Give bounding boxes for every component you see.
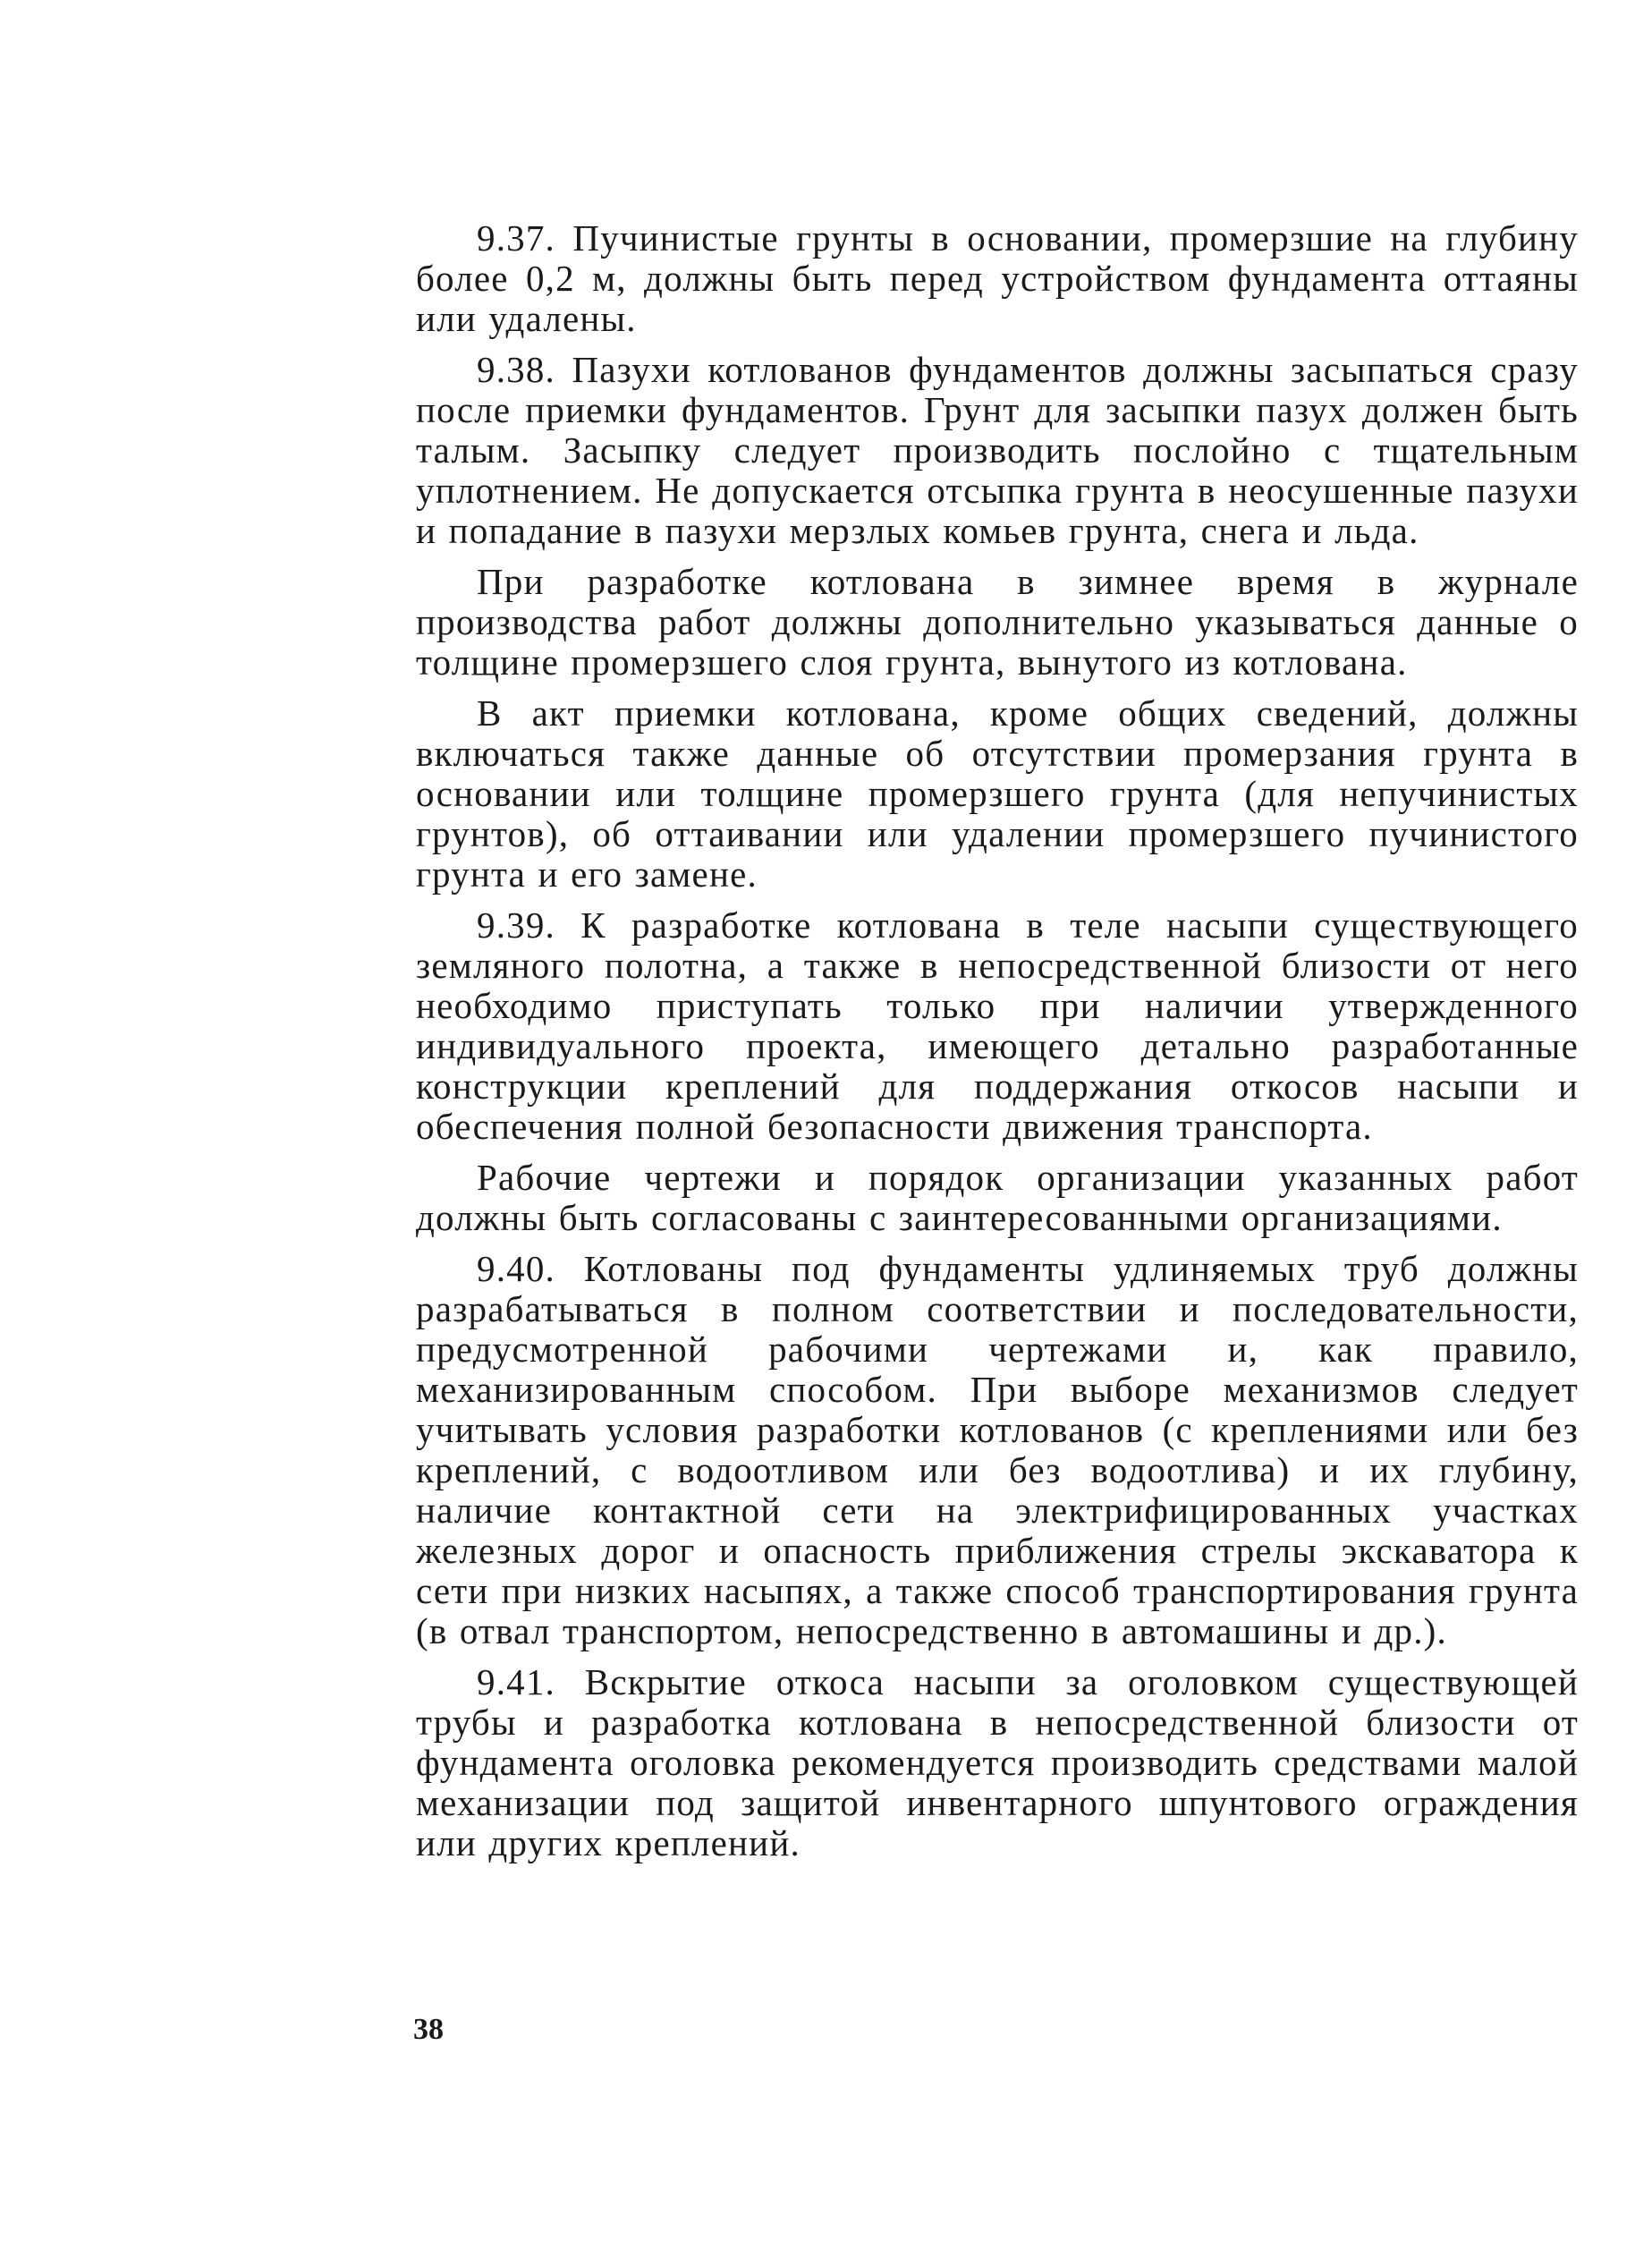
paragraph-9-40: 9.40. Котлованы под фундаменты удлиняемых труб должны разрабатываться в полном соответствии и последовательности, предусмотренной рабочими чертежами и, как правило, механизированным способом. При выборе механизмов следует учитывать условия разработки котлованов (с креплениями или без креплений, с водоотливом или без водоотлива) и их глубину, наличие контактной сети на электрифицированных участках железных дорог и опасность приближения стрелы экскаватора к сети при низких насыпях, а также способ транспортирования грунта (в отвал транспортом, непосредственно в автомашины и др.). [416,1248,1579,1651]
paragraph-9-41: 9.41. Вскрытие откоса насыпи за оголовком существующей трубы и разработка котлована в непосредственной близости от фундамента оголовка рекомендуется производить средствами малой механизации под защитой инвентарного шпунтового ограждения или других креплений. [416,1661,1579,1863]
paragraph-9-39: 9.39. К разработке котлована в теле насыпи существующего земляного полотна, а также в непосредственной близости от него необходимо приступать только при наличии утвержденного индивидуального проекта, имеющего детально разработанные конструкции креплений для поддержания откосов насыпи и обеспечения полной безопасности движения транспорта. [416,904,1579,1147]
paragraph-winter-excavation: При разработке котлована в зимнее время в журнале производства работ должны дополнительно указываться данные о толщине промерзшего слоя грунта, вынутого из котлована. [416,561,1579,683]
page-number: 38 [413,2013,444,2046]
body-text [416,218,1579,1874]
paragraph-9-38: 9.38. Пазухи котлованов фундаментов должны засыпаться сразу после приемки фундаментов. Грунт для засыпки пазух должен быть талым. Засыпку следует производить послойно с тщательным уплотнением. Не допускается отсыпка грунта в неосушенные пазухи и попадание в пазухи мерзлых комьев грунта, снега и льда. [416,349,1579,551]
paragraph-9-37: 9.37. Пучинистые грунты в основании, промерзшие на глубину более 0,2 м, должны быть перед устройством фундамента оттаяны или удалены. [416,217,1579,339]
paragraph-working-drawings: Рабочие чертежи и порядок организации указанных работ должны быть согласованы с заинтересованными организациями. [416,1157,1579,1238]
paragraph-acceptance-act: В акт приемки котлована, кроме общих сведений, должны включаться также данные об отсутствии промерзания грунта в основании или толщине промерзшего грунта (для непучинистых грунтов), об оттаивании или удалении промерзшего пучинистого грунта и его замене. [416,692,1579,895]
